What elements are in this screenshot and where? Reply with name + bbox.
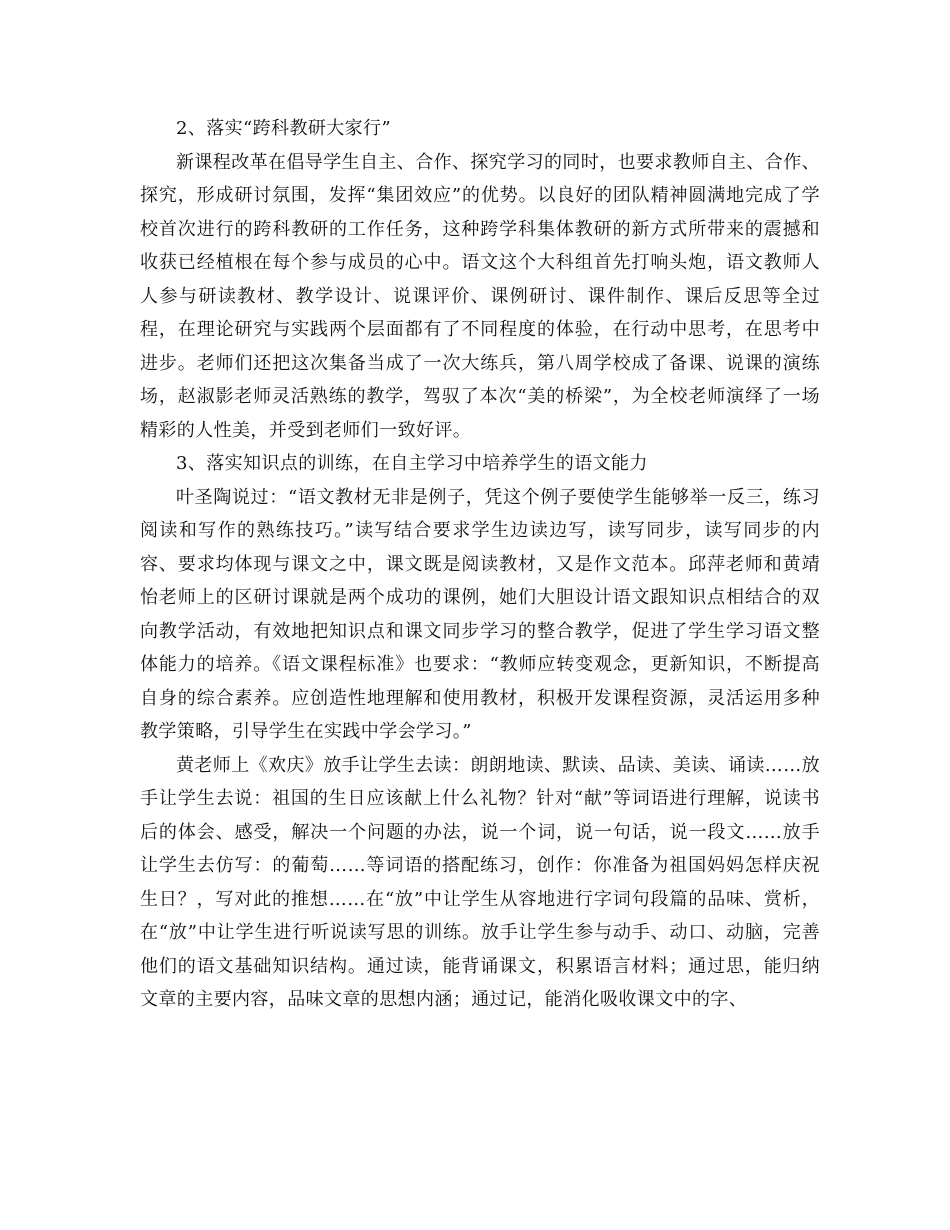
document-body bbox=[140, 112, 820, 1017]
paragraph-3a: 叶圣陶说过：“语文教材无非是例子，凭这个例子要使学生能够举一反三，练习阅读和写作的熟练技巧。”读写结合要求学生边读边写，读写同步，读写同步的内容、要求均体现与课文之中，课文既是阅读教材，又是作文范本。邱萍老师和黄靖怡老师上的区研讨课就是两个成功的课例，她们大胆设计语文跟知识点相结合的双向教学活动，有效地把知识点和课文同步学习的整合教学，促进了学生学习语文整体能力的培养。《语文课程标准》也要求：“教师应转变观念，更新知识，不断提高自身的综合素养。应创造性地理解和使用教材，积极开发课程资源，灵活运用多种教学策略，引导学生在实践中学会学习。” bbox=[140, 486, 820, 742]
section-heading-2: 2、落实“跨科教研大家行” bbox=[176, 118, 392, 139]
section-heading-3: 3、落实知识点的训练，在自主学习中培养学生的语文能力 bbox=[176, 453, 648, 474]
paragraph-2: 新课程改革在倡导学生自主、合作、探究学习的同时，也要求教师自主、合作、探究，形成研讨氛围，发挥“集团效应”的优势。以良好的团队精神圆满地完成了学校首次进行的跨科教研的工作任务，这种跨学科集体教研的新方式所带来的震撼和收获已经植根在每个参与成员的心中。语文这个大科组首先打响头炮，语文教师人人参与研读教材、教学设计、说课评价、课例研讨、课件制作、课后反思等全过程，在理论研究与实践两个层面都有了不同程度的体验，在行动中思考，在思考中进步。老师们还把这次集备当成了一次大练兵，第八周学校成了备课、说课的演练场，赵淑影老师灵活熟练的教学，驾驭了本次“美的桥梁”，为全校老师演绎了一场精彩的人性美，并受到老师们一致好评。 bbox=[140, 151, 820, 441]
paragraph-3b: 黄老师上《欢庆》放手让学生去读：朗朗地读、默读、品读、美读、诵读……放手让学生去说：祖国的生日应该献上什么礼物？针对“献”等词语进行理解，说读书后的体会、感受，解决一个问题的办法，说一个词，说一句话，说一段文……放手让学生去仿写：的葡萄……等词语的搭配练习，创作：你准备为祖国妈妈怎样庆祝生日？，写对此的推想……在“放”中让学生从容地进行字词句段篇的品味、赏析，在“放”中让学生进行听说读写思的训练。放手让学生参与动手、动口、动脑，完善他们的语文基础知识结构。通过读，能背诵课文，积累语言材料；通过思，能归纳文章的主要内容，品味文章的思想内涵；通过记，能消化吸收课文中的字、 bbox=[140, 754, 820, 1010]
